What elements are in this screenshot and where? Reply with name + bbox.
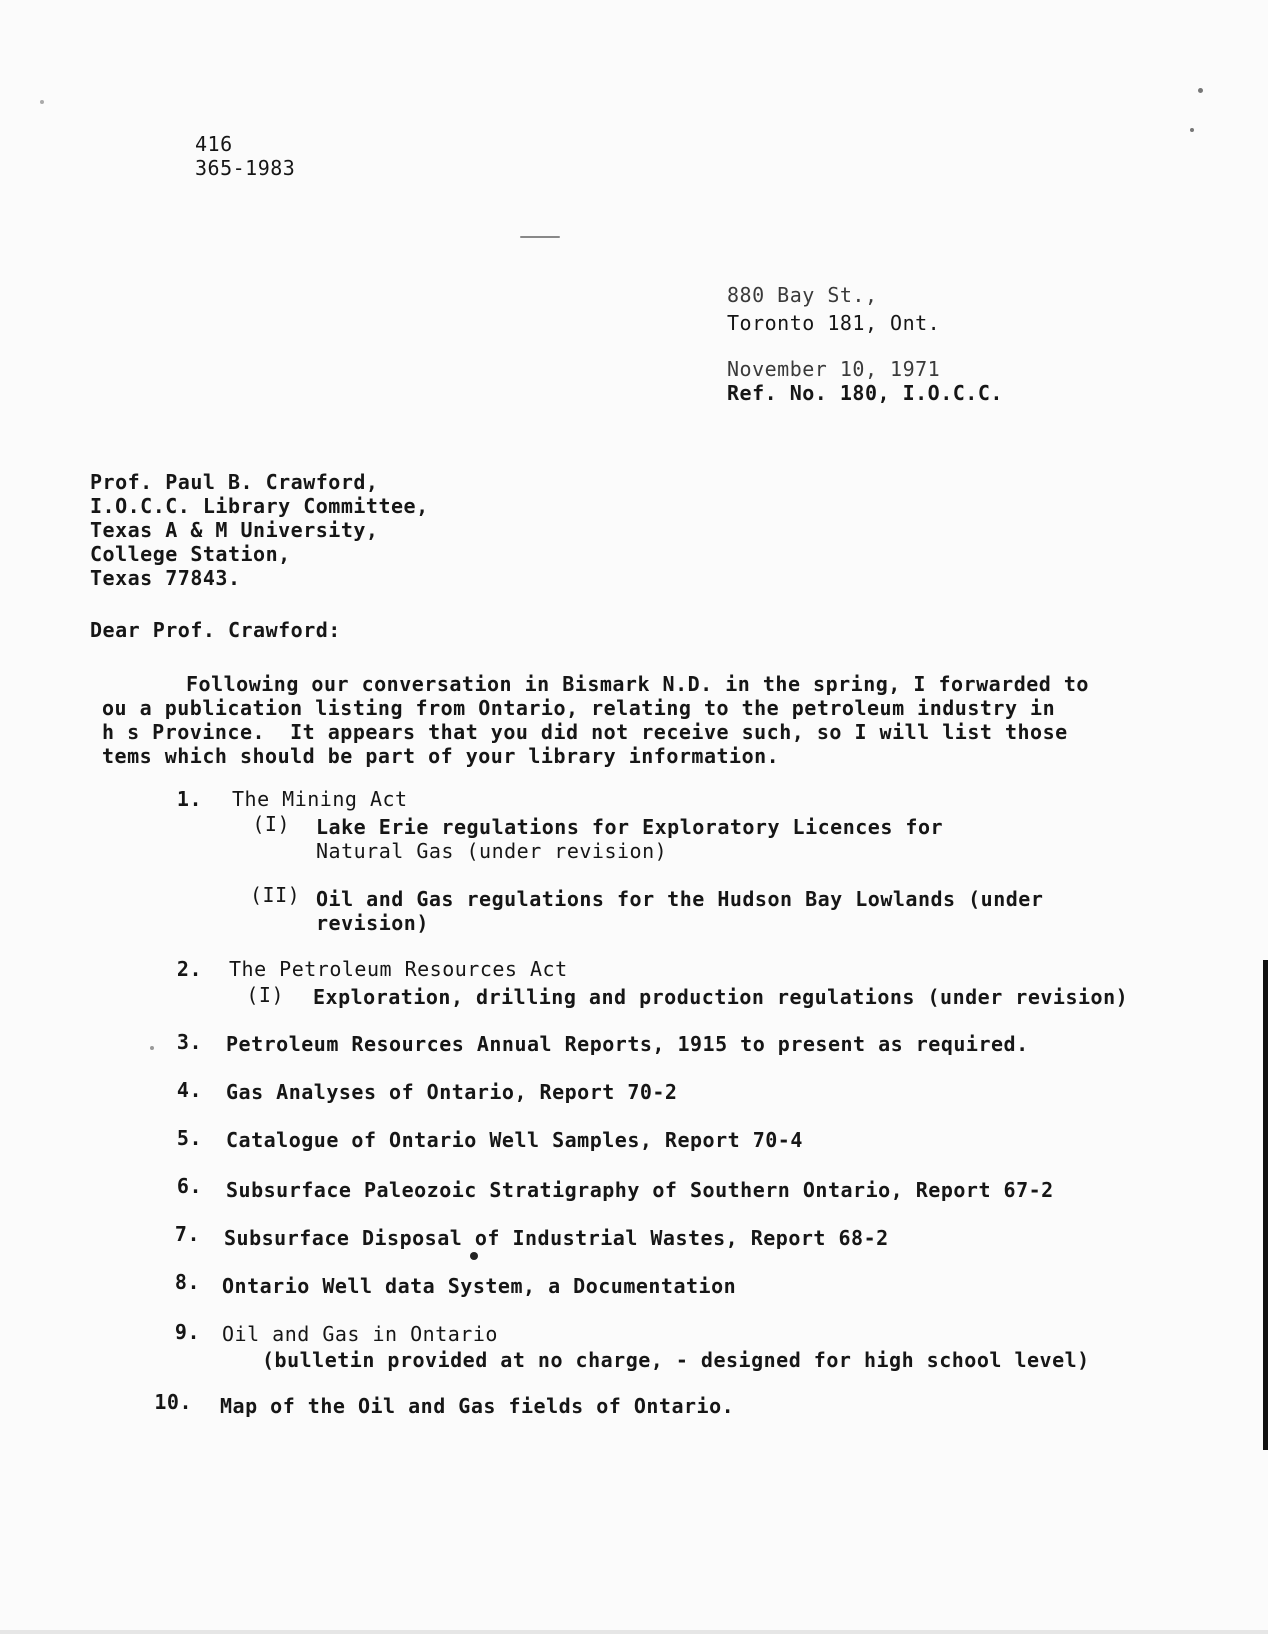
item-number: 3. xyxy=(176,1030,202,1054)
item-text: Catalogue of Ontario Well Samples, Report 70-4 xyxy=(226,1128,803,1152)
item-text: Subsurface Paleozoic Stratigraphy of Southern Ontario, Report 67-2 xyxy=(226,1178,1054,1202)
item-number: 10. xyxy=(154,1390,192,1414)
scan-edge-mark xyxy=(1263,960,1268,1450)
item-text: The Petroleum Resources Act xyxy=(229,957,568,981)
item-number: 9. xyxy=(174,1320,200,1344)
item-text: Exploration, drilling and production regulations (under revision) xyxy=(313,985,1129,1009)
recipient-line: Texas A & M University, xyxy=(90,518,379,542)
item-text: Ontario Well data System, a Documentation xyxy=(222,1274,737,1298)
item-number: 4. xyxy=(176,1078,202,1102)
body-line: Following our conversation in Bismark N.D. in the spring, I forwarded to xyxy=(186,672,1089,696)
ink-speck xyxy=(1190,128,1194,132)
reference-number: Ref. No. 180, I.O.C.C. xyxy=(727,381,1003,405)
item-text: Gas Analyses of Ontario, Report 70-2 xyxy=(226,1080,678,1104)
letter-date: November 10, 1971 xyxy=(727,357,941,381)
ink-speck xyxy=(470,1252,478,1260)
item-number: 5. xyxy=(176,1126,202,1150)
phone-number: 365-1983 xyxy=(195,156,296,180)
item-subnumber: (I) xyxy=(246,983,284,1007)
scan-bottom-edge xyxy=(0,1630,1268,1634)
body-line: tems which should be part of your library information. xyxy=(102,744,780,768)
ink-speck xyxy=(150,1046,154,1050)
item-text: Lake Erie regulations for Exploratory Licences for xyxy=(316,815,944,839)
item-number: 2. xyxy=(176,957,202,981)
body-line: h s Province. It appears that you did not receive such, so I will list those xyxy=(102,720,1068,744)
item-number: 1. xyxy=(176,787,202,811)
item-text: Map of the Oil and Gas fields of Ontario. xyxy=(220,1394,735,1418)
sender-street: 880 Bay St., xyxy=(727,283,878,307)
item-text: The Mining Act xyxy=(232,787,408,811)
item-text: Subsurface Disposal of Industrial Wastes, Report 68-2 xyxy=(224,1226,889,1250)
item-number: 7. xyxy=(174,1222,200,1246)
item-text: Petroleum Resources Annual Reports, 1915 to present as required. xyxy=(226,1032,1029,1056)
ink-speck xyxy=(40,100,44,104)
sender-city: Toronto 181, Ont. xyxy=(727,311,941,335)
item-subnumber: (I) xyxy=(252,812,290,836)
salutation: Dear Prof. Crawford: xyxy=(90,618,341,642)
recipient-line: Prof. Paul B. Crawford, xyxy=(90,470,379,494)
ink-speck xyxy=(1198,88,1203,93)
recipient-line: Texas 77843. xyxy=(90,566,241,590)
item-number: 6. xyxy=(176,1174,202,1198)
recipient-line: I.O.C.C. Library Committee, xyxy=(90,494,429,518)
item-text: Oil and Gas in Ontario xyxy=(222,1322,498,1346)
phone-area-code: 416 xyxy=(195,132,233,156)
item-text: revision) xyxy=(316,911,429,935)
item-text: Natural Gas (under revision) xyxy=(316,839,668,863)
body-line: ou a publication listing from Ontario, relating to the petroleum industry in xyxy=(102,696,1056,720)
item-text: (bulletin provided at no charge, - designed for high school level) xyxy=(262,1348,1090,1372)
item-text: Oil and Gas regulations for the Hudson Bay Lowlands (under xyxy=(316,887,1044,911)
ink-speck xyxy=(520,236,560,238)
item-subnumber: (II) xyxy=(250,883,301,907)
recipient-line: College Station, xyxy=(90,542,291,566)
item-number: 8. xyxy=(174,1270,200,1294)
